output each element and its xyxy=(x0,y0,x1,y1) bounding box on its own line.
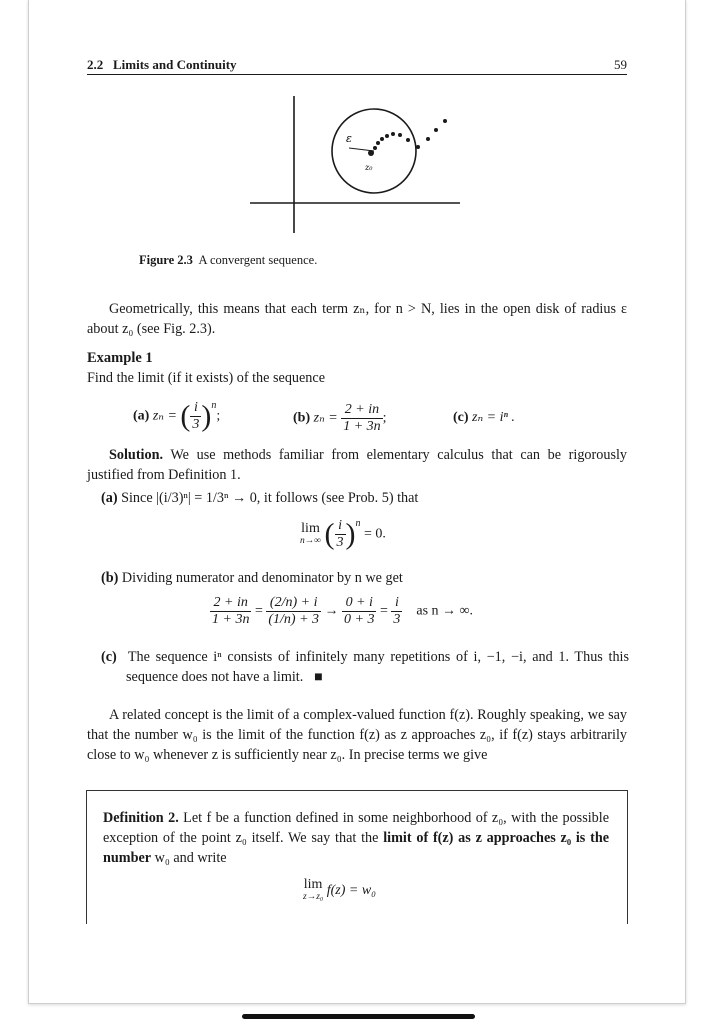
header-rule xyxy=(87,74,627,75)
figure-caption xyxy=(139,253,317,268)
paragraph-geometric xyxy=(87,299,627,339)
paragraph-related-concept: A related concept is the limit of a complex-valued function f(z). Roughly speaking, we say that the number w₀ is the limit of the function f(z) as z approaches z₀, if f(z) stays arbitrarily close to w₀ whenever z is sufficiently near z₀. In precise terms we give xyxy=(87,707,627,763)
epsilon-label: ε xyxy=(346,132,352,145)
limit-b: $\frac{2 + in}{1 + 3n}$ = $\frac{(2/n) + i}{(1/n) + 3}$ → $\frac{0 + i}{0 + 3}$ = $\frac{i}{3}$ as n → ∞. xyxy=(212,595,474,627)
sequence-point xyxy=(434,128,438,132)
page-number: 59 xyxy=(614,57,627,72)
z0-label: z₀ xyxy=(365,163,373,172)
caption-text: A convergent sequence. xyxy=(198,253,318,267)
sequence-point xyxy=(391,132,395,136)
sequence-b: (b) zₙ = $\frac{2 + in}{1 + 3n}$ ; xyxy=(293,402,387,434)
definition-label: Definition 2. xyxy=(103,810,179,826)
sequence-point xyxy=(443,119,447,123)
sequence-point xyxy=(376,141,380,145)
solution-intro: Solution. We use methods familiar from elementary calculus that can be rigorously justified from Definition 1. xyxy=(87,447,627,483)
sequence-point xyxy=(398,133,402,137)
section-title: 2.2 Limits and Continuity xyxy=(87,57,237,72)
definition-limit: lim z→z₀ f(z) = w₀ xyxy=(303,877,377,902)
sequence-point xyxy=(416,145,420,149)
running-header xyxy=(87,57,627,73)
solution-part-b: (b) Dividing numerator and denominator by n we get xyxy=(101,570,403,586)
limit-point xyxy=(368,150,374,156)
sequence-point xyxy=(426,137,430,141)
convergent-sequence-figure xyxy=(240,90,480,240)
sequence-point xyxy=(406,138,410,142)
example-title: Example 1 xyxy=(87,350,153,366)
example-prompt: Find the limit (if it exists) of the sequence xyxy=(87,370,325,386)
sequence-a: (a) zₙ = ( $\frac{i}{3}$ )$^n$; xyxy=(133,399,221,433)
solution-label: Solution. xyxy=(109,447,164,463)
definition-2: Definition 2. Let f be a function defined in some neighborhood of z₀, with the possible exception of the point z₀ itself. We say that the limit of f(z) as z approaches z₀ is the number w₀ and write xyxy=(103,810,610,866)
caption-label: Figure 2.3 xyxy=(139,253,193,267)
sequence-point xyxy=(373,146,377,150)
sequence-point xyxy=(380,137,384,141)
solution-part-c: (c) The sequence iⁿ consists of infinitely many repetitions of i, −1, −i, and 1. Thus this sequence does not have a limit. ■ xyxy=(101,649,629,685)
example-sequences xyxy=(133,396,613,440)
home-indicator[interactable] xyxy=(242,1014,475,1019)
sequence-c: (c) zₙ = iⁿ . xyxy=(453,410,515,425)
limit-a: lim n→∞ ( $\frac{i}{3}$ )$^n$ = 0. xyxy=(300,517,386,551)
solution-part-a: (a) Since |(i/3)ⁿ| = 1/3ⁿ → 0, it follows (see Prob. 5) that xyxy=(101,490,419,506)
qed-symbol: ■ xyxy=(313,669,323,685)
solution xyxy=(87,445,627,485)
sequence-point xyxy=(385,134,389,138)
paragraph-text: Geometrically, this means that each term zₙ, for n > N, lies in the open disk of radius ε about z₀ (see Fig. 2.3). xyxy=(87,301,627,337)
